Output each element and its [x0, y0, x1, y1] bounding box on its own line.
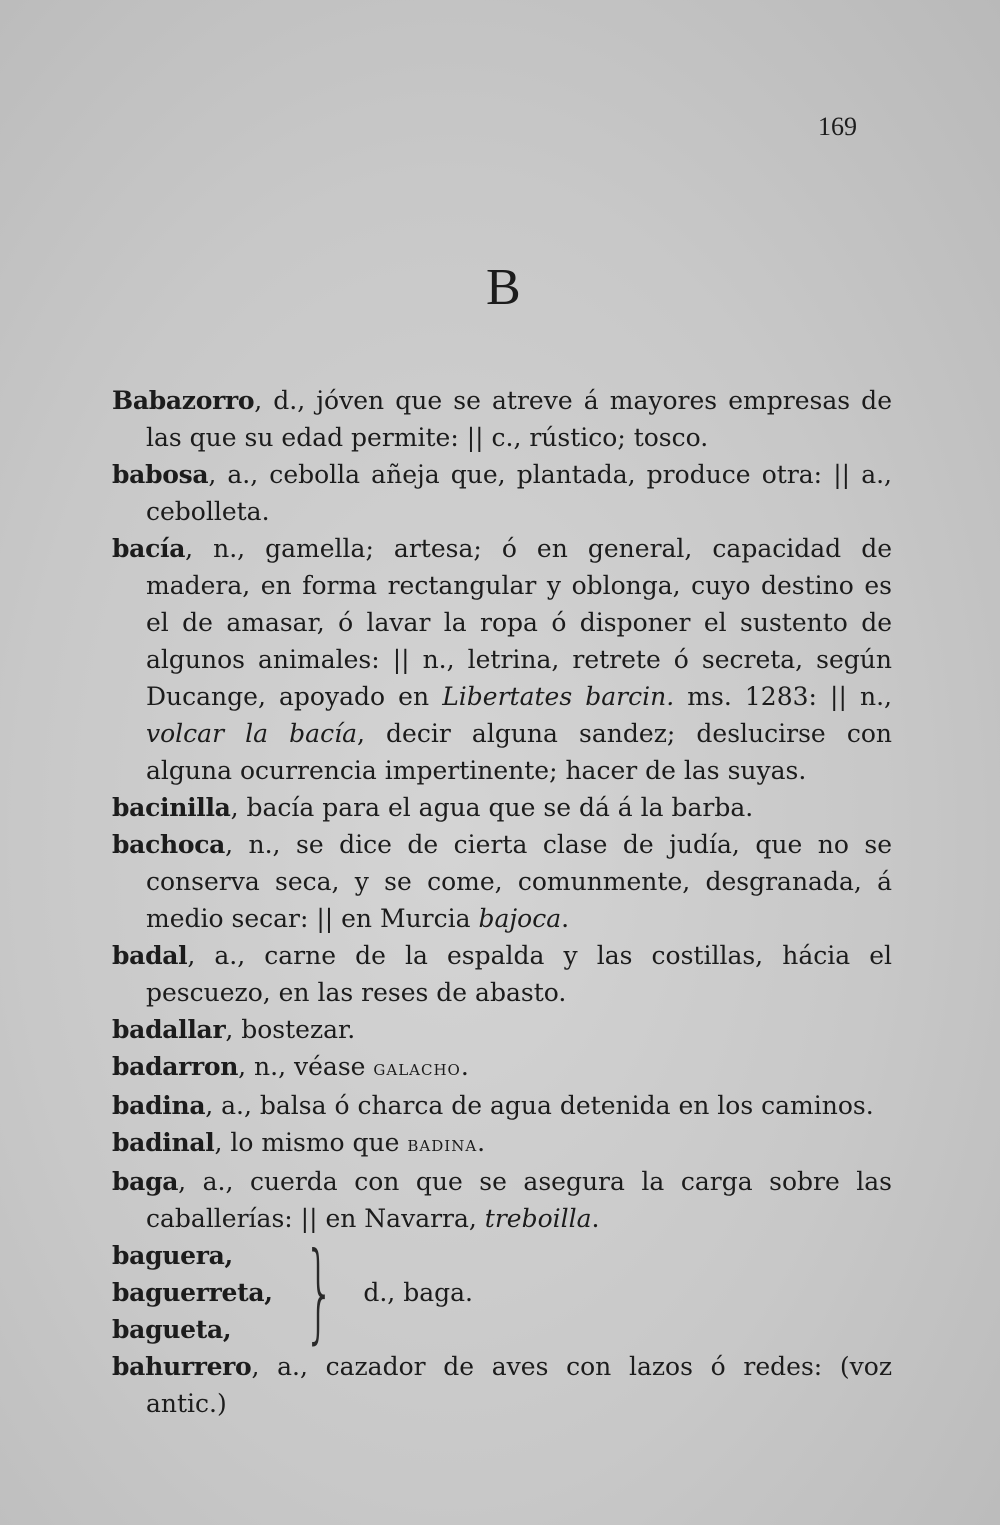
definition-end: . — [477, 1128, 486, 1157]
definition: , n., gamella; artesa; ó en general, capacidad de madera, en forma rectangular y oblonga, cuyo destino es el de amasar, ó lavar la ropa ó disponer el sustento de algunos animales: || n., letrina, retrete ó secreta, según Ducange, apoyado en — [146, 534, 892, 711]
entry-bacia — [112, 530, 892, 789]
definition: , lo mismo que — [214, 1128, 408, 1157]
headword: bacinilla — [112, 793, 231, 822]
entries-list — [112, 382, 892, 1422]
entry-babosa — [112, 456, 892, 530]
headword: babosa — [112, 460, 209, 489]
italic-citation: Libertates barcin. — [442, 682, 675, 711]
headword: bahurrero — [112, 1352, 252, 1381]
headword: bacía — [112, 534, 186, 563]
entry-bahurrero — [112, 1348, 892, 1422]
headword: baguerreta, — [112, 1278, 273, 1307]
definition: , bacía para el agua que se dá á la barba. — [230, 793, 754, 822]
entry-badarron — [112, 1048, 892, 1087]
definition-end: . — [561, 904, 570, 933]
definition: ms. 1283: || n., — [674, 682, 893, 711]
entry-bacinilla — [112, 789, 892, 826]
headword: badina — [112, 1091, 206, 1120]
entry-badal — [112, 937, 892, 1011]
definition: , a., cebolla añeja que, plantada, produce otra: || a., cebolleta. — [146, 460, 892, 526]
definition: , bostezar. — [225, 1015, 356, 1044]
definition: , n., se dice de cierta clase de judía, que no se conserva seca, y se come, comunmente, desgranada, á medio secar: || en Murcia — [146, 830, 892, 933]
grouped-headwords — [112, 1237, 273, 1348]
headword: baguera, — [112, 1241, 233, 1270]
definition: , n., véase — [238, 1052, 374, 1081]
definition: , a., cazador de aves con lazos ó redes: (voz antic.) — [146, 1352, 892, 1418]
definition: , a., carne de la espalda y las costillas, hácia el pescuezo, en las reses de abasto. — [146, 941, 892, 1007]
italic-word: treboilla — [484, 1204, 592, 1233]
entry-badallar — [112, 1011, 892, 1048]
brace-icon: } — [303, 1229, 335, 1355]
definition-end: . — [460, 1052, 469, 1081]
italic-word: bajoca — [478, 904, 562, 933]
section-letter: B — [486, 259, 521, 316]
definition: , a., cuerda con que se asegura la carga sobre las caballerías: || en Navarra, — [146, 1167, 892, 1233]
italic-phrase: volcar la bacía — [146, 719, 357, 748]
headword: Babazorro — [112, 386, 255, 415]
headword: badarron — [112, 1052, 239, 1081]
headword: badinal — [112, 1128, 215, 1157]
definition: , d., jóven que se atreve á mayores empresas de las que su edad permite: || c., rústico; tosco. — [146, 386, 892, 452]
headword: bagueta, — [112, 1315, 232, 1344]
entry-bachoca — [112, 826, 892, 937]
group-definition: d., baga. — [363, 1278, 473, 1307]
cross-reference: badina — [407, 1132, 478, 1156]
entry-badina — [112, 1087, 892, 1124]
entry-babazorro — [112, 382, 892, 456]
cross-reference: galacho — [373, 1056, 461, 1080]
definition: , a., balsa ó charca de agua detenida en los caminos. — [205, 1091, 874, 1120]
entry-baga — [112, 1163, 892, 1237]
headword: baga — [112, 1167, 179, 1196]
headword: badal — [112, 941, 188, 970]
definition-end: . — [591, 1204, 600, 1233]
headword: bachoca — [112, 830, 226, 859]
entry-group-baguera — [112, 1229, 892, 1355]
entry-badinal — [112, 1124, 892, 1163]
page-number: 169 — [818, 112, 857, 141]
headword: badallar — [112, 1015, 226, 1044]
definition: , decir alguna sandez; deslucirse con alguna ocurrencia impertinente; hacer de las suyas. — [146, 719, 892, 785]
